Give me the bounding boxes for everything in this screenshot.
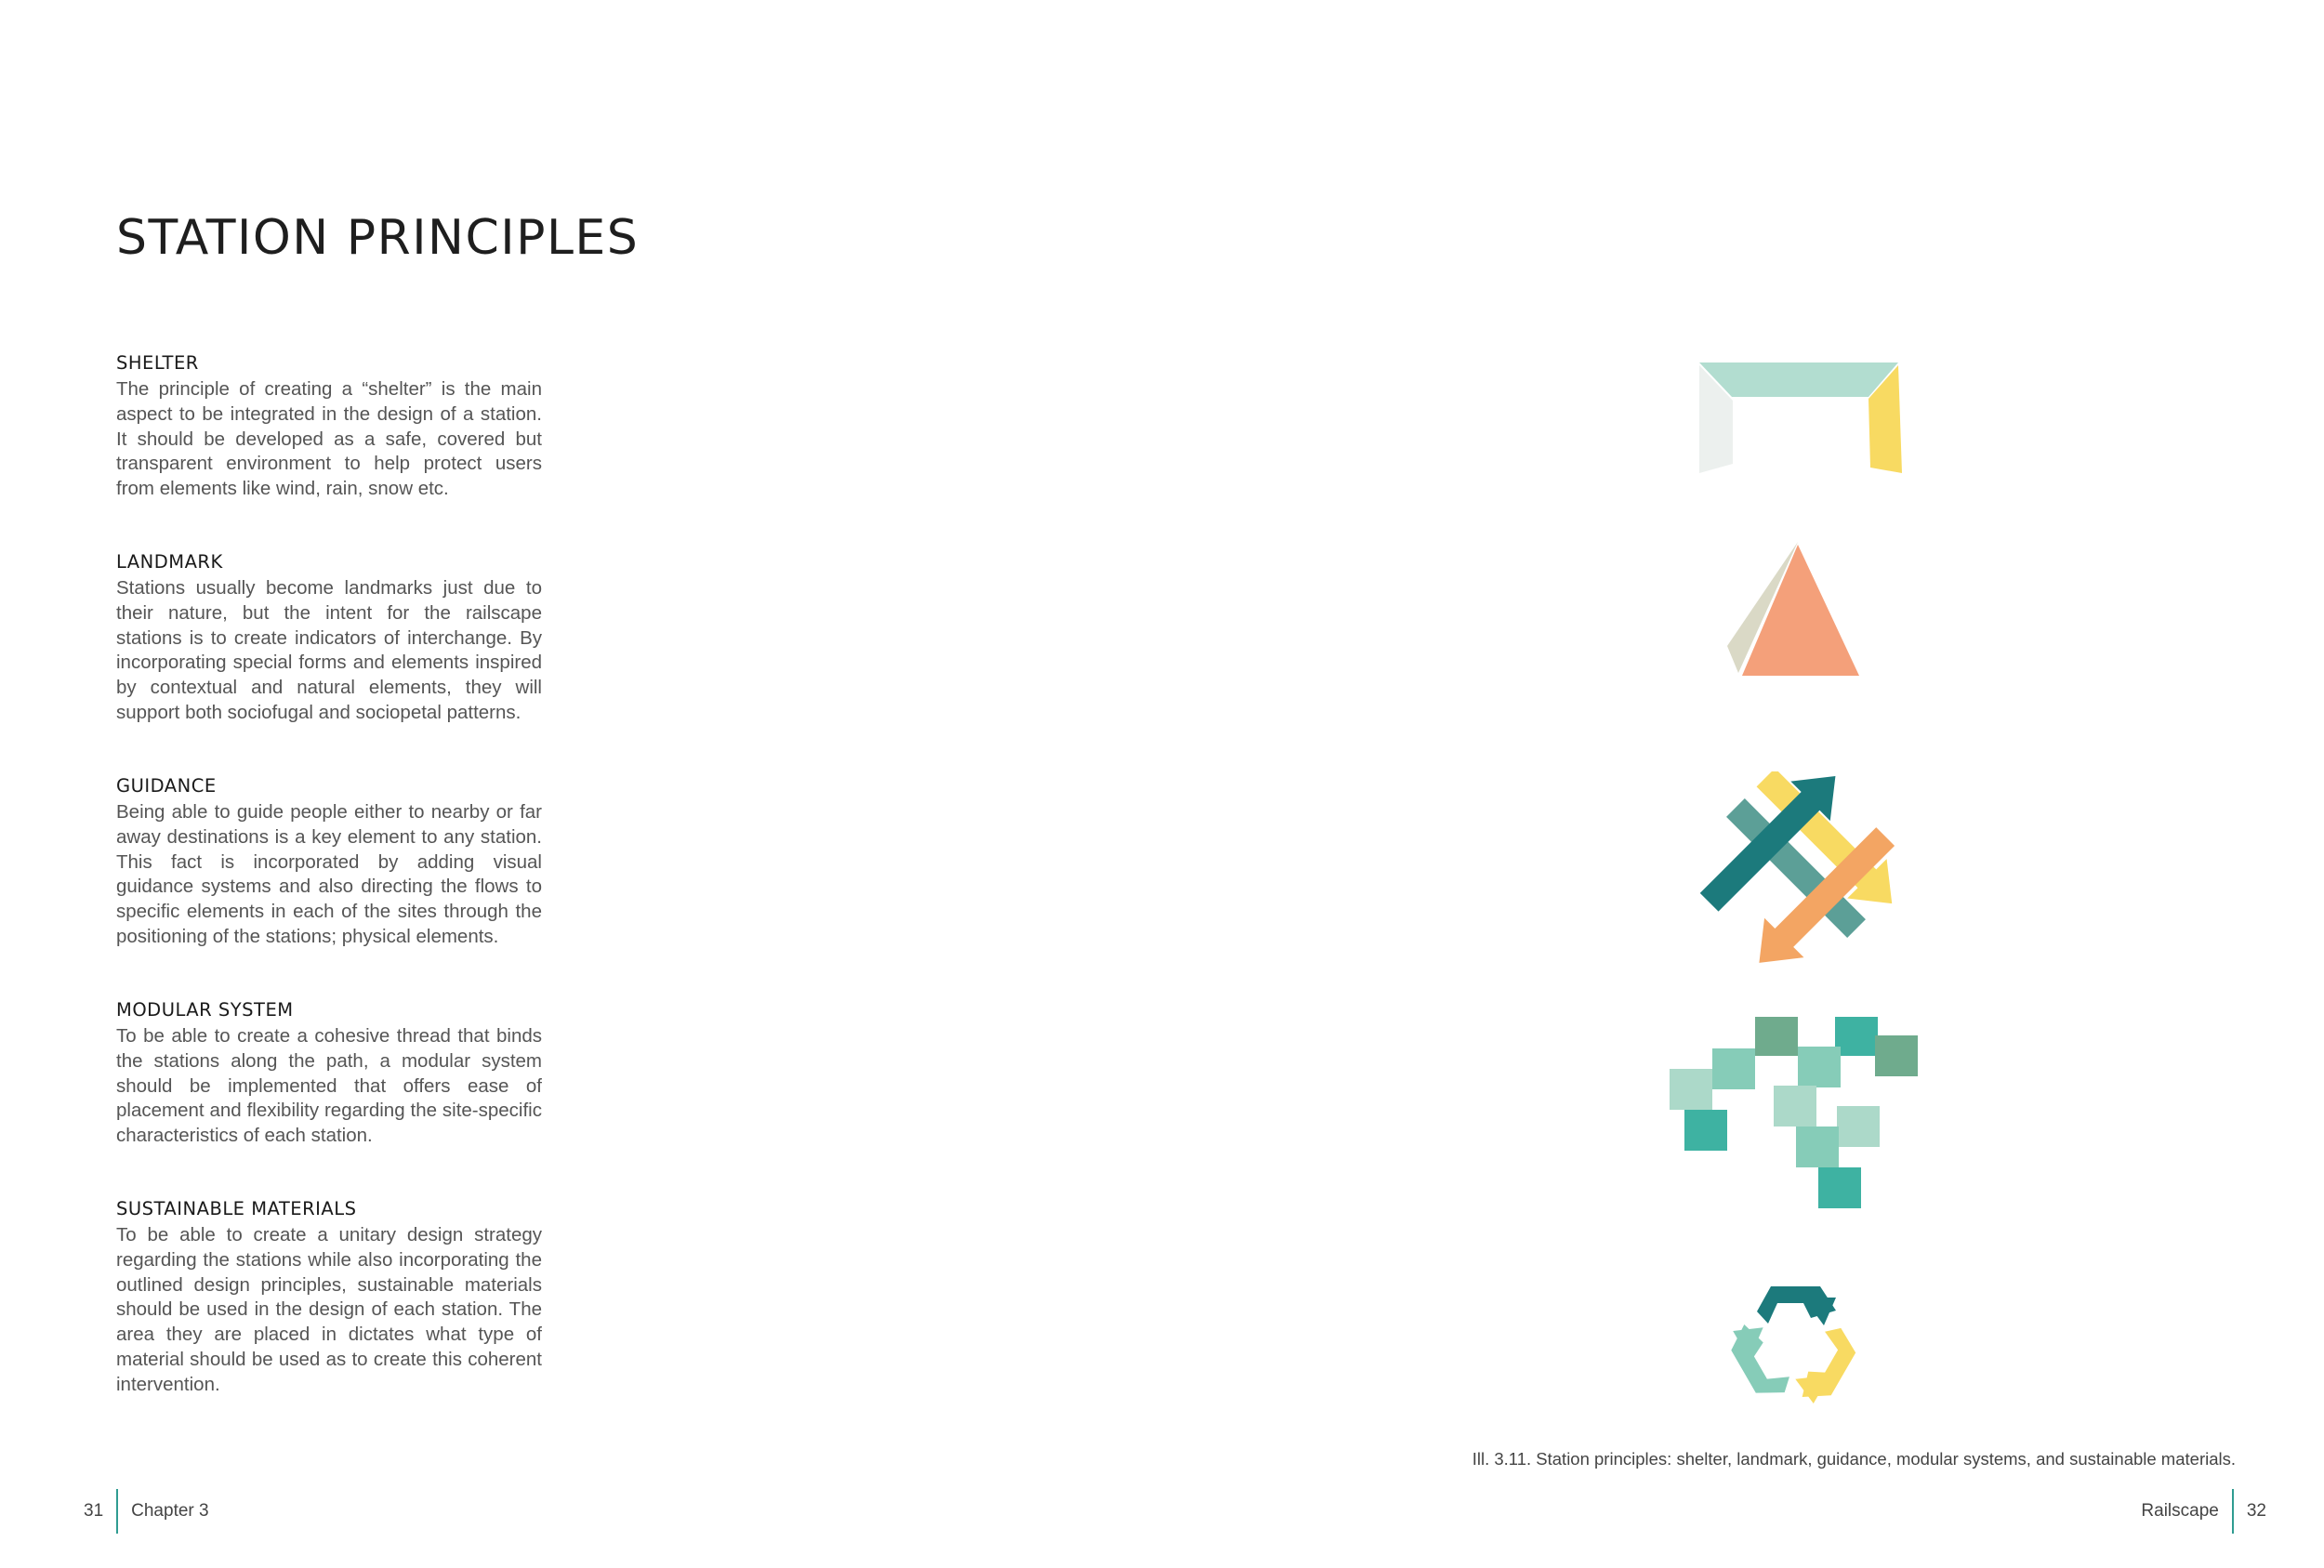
section-body: The principle of creating a “shelter” is the main aspect to be integrated in the design of a station. It should be developed as a safe, covered but transparent environment to help protect users from elements like wind, rain, snow etc.: [116, 378, 542, 500]
section-heading: SUSTAINABLE MATERIALS: [116, 1198, 357, 1219]
section-body: Being able to guide people either to nearby or far away destinations is a key element to any station. This fact is incorporated by adding visual guidance systems and also directing the flows to specific elements in each of the sites through the positioning of the stations; physical elements.: [116, 801, 542, 947]
landmark-icon: [1720, 539, 1868, 679]
section-body: To be able to create a cohesive thread that binds the stations along the path, a modular system should be implemented that offers ease of placement and flexibility regarding the site-specific characteristics of each station.: [116, 1025, 542, 1147]
figure-caption: Ill. 3.11. Station principles: shelter, landmark, guidance, modular systems, and sustainable materials.: [1472, 1449, 2236, 1469]
section-heading: LANDMARK: [116, 551, 223, 573]
page-number-left: 31: [84, 1501, 104, 1521]
footer-right: [2141, 1489, 2266, 1534]
section-heading: SHELTER: [116, 352, 199, 374]
section-modular-system: [116, 998, 542, 1149]
section-landmark: [116, 550, 542, 726]
shelter-icon: [1692, 358, 1906, 479]
page-number-right: 32: [2246, 1501, 2266, 1521]
footer-divider: [2232, 1489, 2234, 1534]
section-heading: MODULAR SYSTEM: [116, 999, 294, 1021]
section-shelter: [116, 351, 542, 502]
chapter-label: Chapter 3: [131, 1501, 209, 1521]
guidance-arrows-icon: [1692, 771, 1896, 967]
section-guidance: [116, 774, 542, 950]
footer-left: [84, 1489, 209, 1534]
section-sustainable-materials: [116, 1197, 542, 1398]
section-heading: GUIDANCE: [116, 775, 217, 797]
book-title-label: Railscape: [2141, 1501, 2219, 1521]
recycle-icon: [1710, 1264, 1878, 1422]
section-body: To be able to create a unitary design strategy regarding the stations while also incorporating the outlined design principles, sustainable materials should be used in the design of each station. The area they are placed in dictates what type of material should be used as to create this coherent intervention.: [116, 1224, 542, 1395]
footer-divider: [116, 1489, 118, 1534]
section-body: Stations usually become landmarks just due to their nature, but the intent for the railscape stations is to create indicators of interchange. By incorporating special forms and elements inspired by contextual and natural elements, they will support both sociofugal and sociopetal patterns.: [116, 577, 542, 723]
page-title: STATION PRINCIPLES: [116, 210, 640, 266]
modular-squares-icon: [1664, 1013, 1924, 1218]
